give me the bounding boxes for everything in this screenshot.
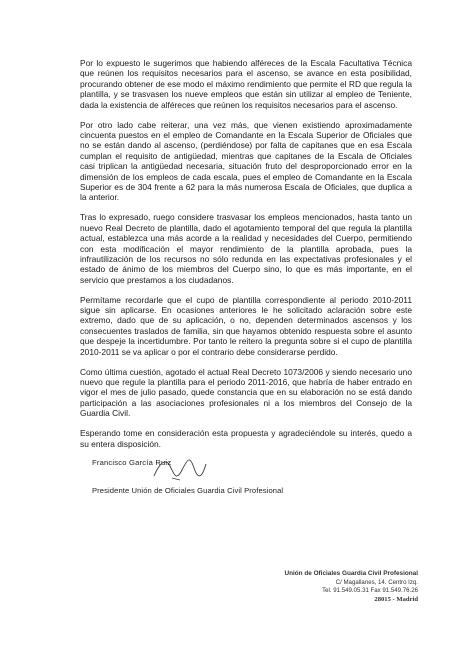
letterhead-footer	[218, 570, 418, 604]
paragraph-5: Como última cuestión, agotado el actual Real Decreto 1073/2006 y siendo necesario uno nuevo que regule la plantilla para el periodo 2011-2016, que habría de haber entrado en vigor el mes de julio pasado, quede constancia que en su elaboración no se está dando participación a las asociaciones profesionales ni a los miembros del Consejo de la Guardia Civil.	[80, 366, 412, 419]
footer-city: 28015 - Madrid	[374, 595, 418, 603]
handwritten-signature	[150, 452, 210, 486]
paragraph-1: Por lo expuesto le sugerimos que habiendo alféreces de la Escala Facultativa Técnica que reúnen los requisitos necesarios para el ascenso, se avance en esta posibilidad, procurando obtener de ese modo el máximo rendimiento que permite el RD que regula la plantilla, y se trasvasen los nueve empleos que están sin utilizar al empleo de Teniente, dada la existencia de alféreces que reúnen los requisitos necesarios para el ascenso.	[80, 58, 412, 110]
signature-block	[92, 458, 283, 495]
paragraph-4: Permítame recordarle que el cupo de plantilla correspondiente al periodo 2010-2011 sigue sin aplicarse. En ocasiones anteriores le he solicitado aclaración sobre este extremo, dado que de su aplicación, o no, dependen determinados ascensos y los consecuentes traslados de familia, sin que hayamos obtenido respuesta sobre el asunto que despeje la incertidumbre. Por tanto le reitero la pregunta sobre si el cupo de plantilla 2010-2011 se va aplicar o por el contrario debe considerarse perdido.	[80, 294, 412, 357]
paragraph-3: Tras lo expresado, ruego considere trasvasar los empleos mencionados, hasta tanto un nuevo Real Decreto de plantilla, dado el agotamiento temporal del que regula la plantilla actual, establezca una más acorde a la realidad y necesidades del Cuerpo, permitiendo con esta modificación el mayor rendimiento de la plantilla aprobada, pues la infrautilización de los recursos no sólo redunda en las expectativas profesionales y el estado de ánimo de los miembros del Cuerpo sino, lo que es más importante, en el servicio que prestamos a los ciudadanos.	[80, 212, 412, 285]
paragraph-2: Por otro lado cabe reiterar, una vez más, que vienen existiendo aproximadamente cincuenta puestos en el empleo de Comandante en la Escala Superior de Oficiales que no se están dando al ascenso, (perdiéndose) por falta de capitanes que en esa Escala cumplan el requisito de antigüedad, mientras que capitanes de la Escala de Oficiales casi triplican la antigüedad necesaria, situación fruto del desproporcionado error en la dimensión de los empleos de cada escala, pues el empleo de Comandante en la Escala Superior es de 304 frente a 62 para la más numerosa Escala de Oficiales, que duplica a la anterior.	[80, 119, 412, 203]
signer-role: Presidente Unión de Oficiales Guardia Civil Profesional	[92, 486, 284, 495]
signer-name: Francisco García Ruiz	[92, 458, 172, 467]
paragraph-6: Esperando tome en consideración esta propuesta y agradeciéndole su interés, quedo a su entera disposición.	[80, 428, 412, 449]
letter-body	[80, 58, 412, 458]
footer-phone-fax: Tel. 91.549.05.31 Fax 91.549.76.26	[322, 587, 418, 595]
footer-address: C/ Magallanes, 14. Centro Izq.	[335, 578, 418, 586]
footer-organization: Unión de Oficiales Guardia Civil Profesional	[284, 570, 418, 577]
